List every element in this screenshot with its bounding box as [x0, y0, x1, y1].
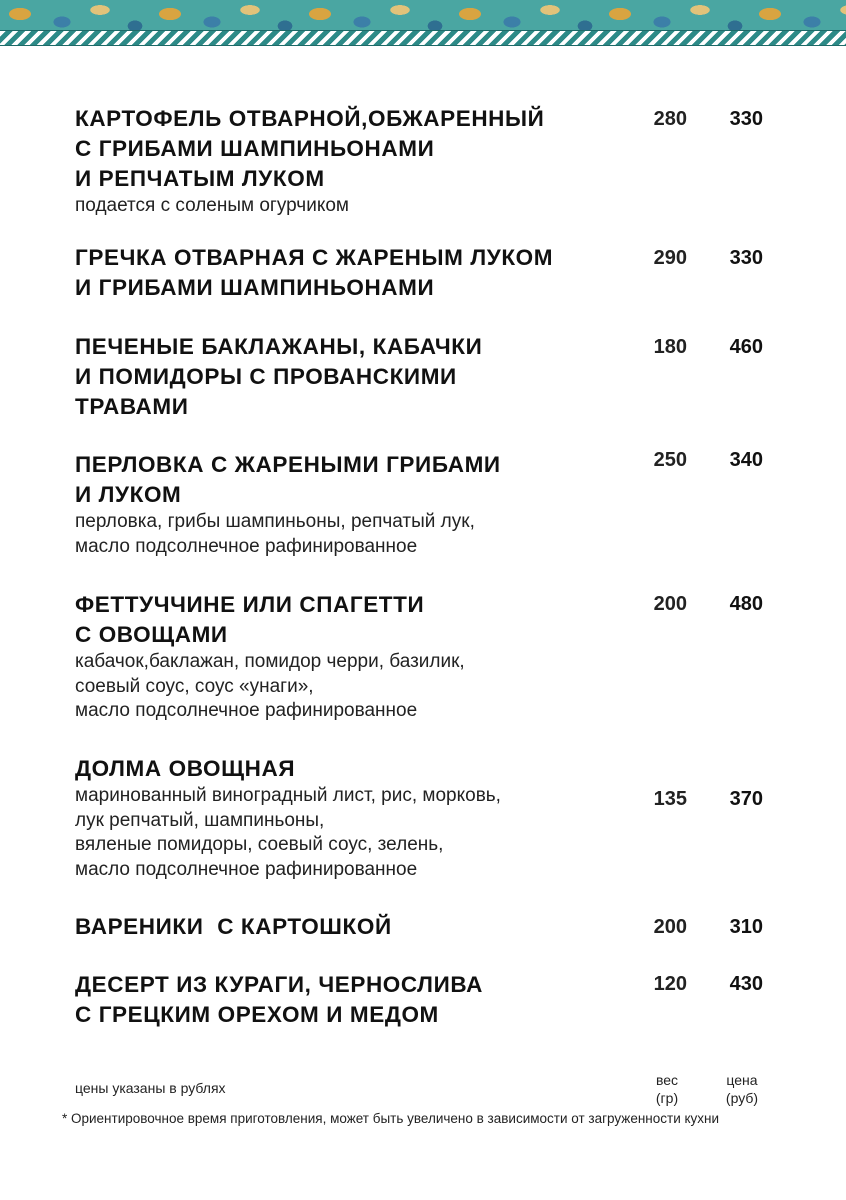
item-price: 330 — [729, 108, 763, 130]
item-price: 340 — [729, 449, 763, 471]
menu-item-dolma — [75, 754, 775, 882]
item-name: ПЕЧЕНЫЕ БАКЛАЖАНЫ, КАБАЧКИ И ПОМИДОРЫ С ПРОВАНСКИМИ ТРАВАМИ — [75, 334, 483, 419]
decorative-rope-border — [0, 30, 846, 46]
item-weight: 250 — [653, 449, 687, 471]
prices-note: цены указаны в рублях — [75, 1080, 226, 1096]
item-price: 430 — [729, 973, 763, 995]
price-column-head: цена (руб) — [725, 1072, 759, 1106]
item-weight: 200 — [653, 593, 687, 615]
item-price: 370 — [729, 788, 763, 810]
item-weight: 280 — [653, 108, 687, 130]
item-price: 480 — [729, 593, 763, 615]
item-description: кабачок,баклажан, помидор черри, базилик, соевый соус, соус «унаги», масло подсолнечное рафинированное — [75, 651, 465, 721]
item-description: перловка, грибы шампиньоны, репчатый лук, масло подсолнечное рафинированное — [75, 511, 475, 557]
item-name: ГРЕЧКА ОТВАРНАЯ С ЖАРЕНЫМ ЛУКОМ И ГРИБАМИ ШАМПИНЬОНАМИ — [75, 245, 554, 300]
item-price: 310 — [729, 916, 763, 938]
item-name: ПЕРЛОВКА С ЖАРЕНЫМИ ГРИБАМИ И ЛУКОМ — [75, 452, 501, 507]
item-name: КАРТОФЕЛЬ ОТВАРНОЙ,ОБЖАРЕННЫЙ С ГРИБАМИ ШАМПИНЬОНАМИ И РЕПЧАТЫМ ЛУКОМ — [75, 106, 545, 191]
item-name: ФЕТТУЧЧИНЕ ИЛИ СПАГЕТТИ С ОВОЩАМИ — [75, 592, 425, 647]
weight-column-head: вес (гр) — [655, 1072, 679, 1106]
item-weight: 180 — [653, 336, 687, 358]
item-weight: 290 — [653, 247, 687, 269]
item-name: ДЕСЕРТ ИЗ КУРАГИ, ЧЕРНОСЛИВА С ГРЕЦКИМ ОРЕХОМ И МЕДОМ — [75, 972, 483, 1027]
item-price: 460 — [729, 336, 763, 358]
cooking-time-disclaimer: * Ориентировочное время приготовления, может быть увеличено в зависимости от загруженности кухни — [62, 1111, 720, 1126]
item-price: 330 — [729, 247, 763, 269]
item-name: ВАРЕНИКИ С КАРТОШКОЙ — [75, 914, 392, 939]
item-description: маринованный виноградный лист, рис, морковь, лук репчатый, шампиньоны, вяленые помидоры, соевый соус, зелень, масло подсолнечное рафинированное — [75, 785, 501, 880]
item-name: ДОЛМА ОВОЩНАЯ — [75, 756, 296, 781]
item-description: подается с соленым огурчиком — [75, 195, 349, 216]
item-weight: 120 — [653, 973, 687, 995]
item-weight: 135 — [653, 788, 687, 810]
item-weight: 200 — [653, 916, 687, 938]
